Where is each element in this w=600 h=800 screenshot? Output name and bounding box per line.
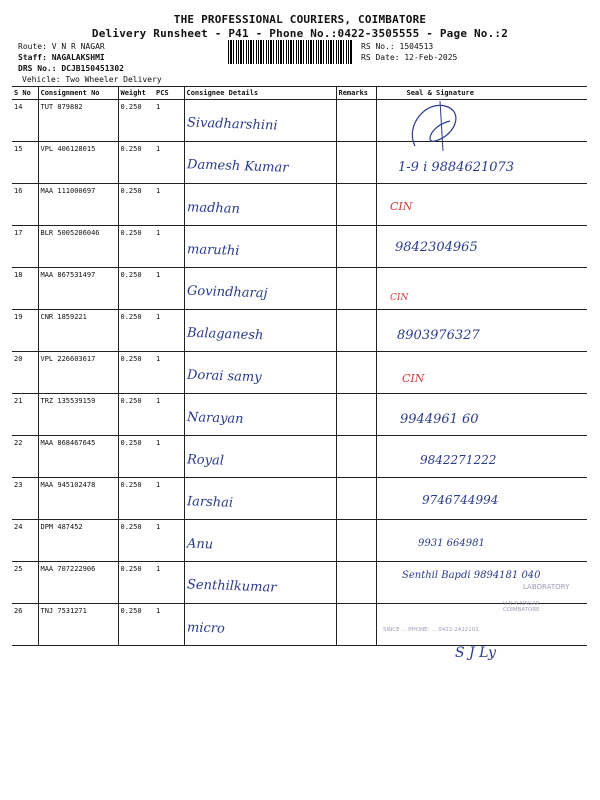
row-consignee [184,520,336,562]
table-row [12,226,587,268]
row-sno: 22 [12,436,38,478]
row-consignment-no: MAA 868467645 [38,436,118,478]
row-remarks [336,184,376,226]
row-weight: 0.250 [118,352,154,394]
row-consignee [184,142,336,184]
row-remarks [336,268,376,310]
row-remarks [336,604,376,646]
row-weight: 0.250 [118,142,154,184]
remark-cin-18: CIN [390,293,409,303]
vehicle-label: Vehicle: Two Wheeler Delivery [22,75,162,84]
signature-25: Senthil Bapdi 9894181 040 [402,570,541,581]
row-sno: 19 [12,310,38,352]
consignee-handwriting: micro [186,620,225,637]
table-header-row [12,87,587,100]
stamp-line-3: COIMBATORE [503,607,540,613]
row-pcs: 1 [154,310,184,352]
page-subtitle: Delivery Runsheet - P41 - Phone No.:0422-3505555 - Page No.:2 [91,27,509,40]
row-consignment-no: MAA 111000697 [38,184,118,226]
row-pcs: 1 [154,184,184,226]
consignee-handwriting: Narayan [186,410,244,427]
signature-15: 1-9 i 9884621073 [398,160,515,175]
row-consignee [184,310,336,352]
row-remarks [336,394,376,436]
row-consignee [184,100,336,142]
consignee-handwriting: madhan [186,200,240,217]
row-consignment-no: VPL 226603617 [38,352,118,394]
row-remarks [336,226,376,268]
row-sno: 15 [12,142,38,184]
table-row [12,436,587,478]
signature-22: 9842271222 [420,453,497,467]
row-remarks [336,478,376,520]
row-weight: 0.250 [118,436,154,478]
row-remarks [336,352,376,394]
row-weight: 0.250 [118,226,154,268]
row-signature [376,268,587,310]
staff-label: Staff: NAGALAKSHMI [18,53,105,62]
table-row [12,268,587,310]
table-row [12,184,587,226]
table-row [12,100,587,142]
row-sno: 24 [12,520,38,562]
row-consignment-no: MAA 707222906 [38,562,118,604]
row-sno: 25 [12,562,38,604]
row-consignment-no: BLR 5005206046 [38,226,118,268]
row-consignee [184,268,336,310]
row-remarks [336,100,376,142]
col-consignee: Consignee Details [184,87,336,100]
row-pcs: 1 [154,394,184,436]
row-weight: 0.250 [118,310,154,352]
row-consignment-no: TRZ 135539159 [38,394,118,436]
col-consignment: Consignment No [38,87,118,100]
row-weight: 0.250 [118,394,154,436]
row-consignee [184,562,336,604]
remark-cin-16: CIN [390,200,413,213]
drs-label: DRS No.: DCJB150451302 [18,64,124,73]
row-sno: 18 [12,268,38,310]
row-remarks [336,142,376,184]
row-remarks [336,310,376,352]
row-consignment-no: DPM 487452 [38,520,118,562]
consignee-handwriting: Damesh Kumar [186,157,289,176]
row-sno: 16 [12,184,38,226]
row-consignee [184,394,336,436]
consignee-handwriting: Dorai samy [186,367,262,386]
lab-stamp [373,575,578,645]
row-consignee [184,436,336,478]
row-consignee [184,184,336,226]
route-label: Route: V N R NAGAR [18,42,105,51]
signature-21: 9944961 60 [400,412,479,427]
table-row [12,352,587,394]
row-sno: 14 [12,100,38,142]
row-remarks [336,436,376,478]
row-sno: 23 [12,478,38,520]
row-weight: 0.250 [118,604,154,646]
signature-23: 9746744994 [422,493,499,507]
row-consignee [184,604,336,646]
table-row [12,520,587,562]
row-consignee [184,226,336,268]
row-pcs: 1 [154,352,184,394]
row-weight: 0.250 [118,184,154,226]
consignee-handwriting: Royal [186,452,224,469]
row-consignee [184,478,336,520]
stamp-line-4: SINCE ... PHONE: ... 0422-2422101 [383,627,479,633]
row-remarks [336,562,376,604]
consignee-handwriting: Iarshai [186,494,233,511]
page-title: THE PROFESSIONAL COURIERS, COIMBATORE [173,13,427,26]
table-row [12,478,587,520]
stamp-line-2: V N R NAGAR [503,601,540,607]
col-signature: Seal & Signature [376,87,587,100]
row-weight: 0.250 [118,562,154,604]
row-weight: 0.250 [118,268,154,310]
row-weight: 0.250 [118,478,154,520]
footer-initials: S J Ly [455,645,497,661]
col-weight: Weight [118,87,154,100]
remark-cin-20: CIN [402,372,425,385]
col-remarks: Remarks [336,87,376,100]
row-pcs: 1 [154,100,184,142]
row-sno: 17 [12,226,38,268]
row-consignment-no: TNJ 7531271 [38,604,118,646]
consignee-handwriting: maruthi [186,242,240,259]
consignee-handwriting: Balaganesh [186,325,264,344]
signature-17: 9842304965 [395,240,478,255]
rs-number: RS No.: 1504513 [361,42,434,51]
row-sno: 21 [12,394,38,436]
consignee-handwriting: Sivadharshini [186,115,278,134]
barcode [228,40,352,64]
table-row [12,394,587,436]
row-consignment-no: MAA 867531497 [38,268,118,310]
signature-19: 8903976327 [397,328,480,343]
row-pcs: 1 [154,436,184,478]
consignee-handwriting: Govindharaj [186,283,268,302]
row-pcs: 1 [154,226,184,268]
stamp-line-1: LABORATORY [523,583,570,591]
row-remarks [336,520,376,562]
rs-date: RS Date: 12-Feb-2025 [361,53,458,62]
row-pcs: 1 [154,268,184,310]
col-sno: S No [12,87,38,100]
consignee-handwriting: Anu [186,536,213,553]
row-weight: 0.250 [118,100,154,142]
row-pcs: 1 [154,604,184,646]
row-pcs: 1 [154,520,184,562]
row-consignment-no: MAA 945102478 [38,478,118,520]
row-consignment-no: VPL 406128015 [38,142,118,184]
table-row [12,310,587,352]
row-sno: 20 [12,352,38,394]
row-consignment-no: TUT 879882 [38,100,118,142]
signature-scribble-14 [395,96,475,156]
row-weight: 0.250 [118,520,154,562]
consignee-handwriting: Senthilkumar [186,577,277,596]
signature-24: 9931 664981 [418,538,485,549]
row-consignee [184,352,336,394]
row-pcs: 1 [154,562,184,604]
col-pcs: PCS [154,87,184,100]
row-consignment-no: CNR 1859221 [38,310,118,352]
row-sno: 26 [12,604,38,646]
row-pcs: 1 [154,142,184,184]
row-pcs: 1 [154,478,184,520]
